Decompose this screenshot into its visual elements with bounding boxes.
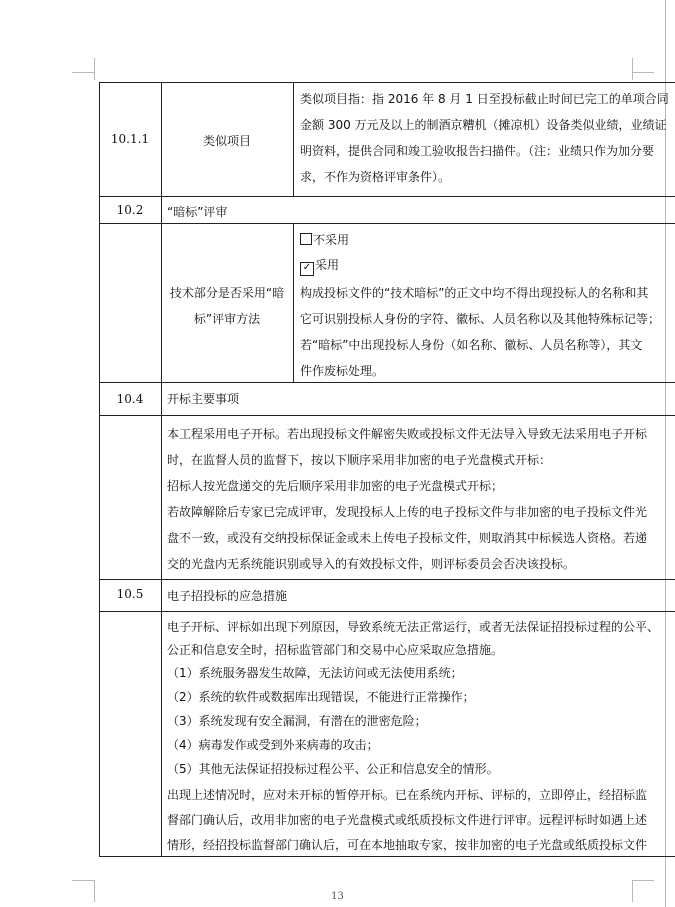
item-label: 技术部分是否采用“暗 bbox=[169, 286, 285, 300]
table-rule bbox=[99, 415, 675, 416]
paragraph-line: 情形，经招投标监督部门确认后，可在本地抽取专家，按非加密的电子光盘或纸质投标文件 bbox=[167, 838, 648, 852]
checkbox-icon[interactable] bbox=[300, 233, 312, 245]
paragraph-line: 本工程采用电子开标。若出现投标文件解密失败或投标文件无法导入导致无法采用电子开标 bbox=[167, 427, 648, 441]
paragraph-line: 求，不作为资格评审条件）。 bbox=[300, 170, 451, 184]
section-title: “暗标”评审 bbox=[167, 205, 228, 219]
list-item: （4）病毒发作或受到外来病毒的攻击； bbox=[167, 738, 379, 752]
table-rule bbox=[161, 82, 162, 857]
row-number: 10.5 bbox=[116, 587, 144, 601]
paragraph-line: 明资料，提供合同和竣工验收报告扫描件。（注：业绩只作为加分要 bbox=[300, 144, 655, 158]
option-adopt[interactable] bbox=[300, 258, 339, 276]
paragraph-line: 构成投标文件的“技术暗标”的正文中均不得出现投标人的名称和其 bbox=[300, 286, 649, 300]
option-label: 不采用 bbox=[313, 233, 350, 247]
paragraph-line: 若故障解除后专家已完成评审，发现投标人上传的电子投标文件与非加密的电子投标文件光 bbox=[167, 505, 648, 519]
section-title: 开标主要事项 bbox=[167, 392, 240, 406]
paragraph-line: 时，在监督人员的监督下，按以下顺序采用非加密的电子光盘模式开标： bbox=[167, 453, 552, 467]
paragraph-line: 它可识别投标人身份的字符、徽标、人员名称以及其他特殊标记等； bbox=[300, 312, 661, 326]
table-rule bbox=[99, 856, 675, 857]
option-label: 采用 bbox=[315, 258, 340, 272]
paragraph-line: 交的光盘内无系统能识别或导入的有效投标文件，则评标委员会否决该投标。 bbox=[167, 557, 576, 571]
paragraph-line: 督部门确认后，改用非加密的电子光盘模式或纸质投标文件进行评审。远程评标时如遇上述 bbox=[167, 813, 648, 827]
table-rule bbox=[99, 82, 100, 857]
row-number: 10.4 bbox=[116, 392, 144, 406]
table-rule bbox=[99, 579, 675, 580]
row-number: 10.2 bbox=[116, 203, 144, 217]
paragraph-line: 件作废标处理。 bbox=[300, 364, 385, 378]
crop-mark bbox=[94, 58, 95, 80]
crop-mark bbox=[632, 58, 633, 80]
list-item: （3）系统发现有安全漏洞，有潜在的泄密危险； bbox=[167, 714, 427, 728]
crop-mark bbox=[632, 72, 654, 73]
table-rule bbox=[99, 82, 675, 83]
paragraph-line: 若“暗标”中出现投标人身份（如名称、徽标、人员名称等），其文 bbox=[300, 338, 643, 352]
page-number: 13 bbox=[331, 891, 344, 902]
list-item: （1）系统服务器发生故障，无法访问或无法使用系统； bbox=[167, 666, 463, 680]
paragraph-line: 出现上述情况时，应对未开标的暂停开标。已在系统内开标、评标的，立即停止，经招标监 bbox=[167, 788, 648, 802]
item-label: 类似项目 bbox=[202, 134, 251, 148]
option-not-adopt[interactable] bbox=[300, 233, 349, 247]
paragraph-line: 类似项目指：指 2016 年 8 月 1 日至投标截止时间已完工的单项合同 bbox=[300, 92, 669, 106]
table-rule bbox=[99, 223, 675, 224]
table-rule bbox=[293, 223, 294, 383]
page-margin-line-right bbox=[665, 0, 666, 907]
section-title: 电子招投标的应急措施 bbox=[167, 589, 288, 603]
crop-mark bbox=[72, 880, 94, 881]
paragraph-line: 金额 300 万元及以上的制酒京糟机（摊凉机）设备类似业绩，业绩证 bbox=[300, 118, 667, 132]
table-rule bbox=[99, 611, 675, 612]
checked-checkbox-icon[interactable]: ✓ bbox=[300, 262, 314, 276]
list-item: （5）其他无法保证招投标过程公平、公正和信息安全的情形。 bbox=[167, 762, 499, 776]
crop-mark bbox=[72, 72, 94, 73]
table-rule bbox=[293, 82, 294, 197]
item-label: 标”评审方法 bbox=[193, 312, 261, 326]
table-rule bbox=[99, 382, 675, 383]
paragraph-line: 盘不一致，或没有交纳投标保证金或未上传电子投标文件，则取消其中标候选人资格。若递 bbox=[167, 531, 648, 545]
table-rule bbox=[99, 196, 675, 197]
paragraph-line: 电子开标、评标如出现下列原因，导致系统无法正常运行，或者无法保证招投标过程的公平、 bbox=[167, 620, 660, 634]
row-number: 10.1.1 bbox=[110, 132, 150, 146]
paragraph-line: 公正和信息安全时，招标监管部门和交易中心应采取应急措施。 bbox=[167, 643, 504, 657]
list-item: （2）系统的软件或数据库出现错误，不能进行正常操作； bbox=[167, 690, 475, 704]
crop-mark bbox=[632, 880, 654, 881]
paragraph-line: 招标人按光盘递交的先后顺序采用非加密的电子光盘模式开标； bbox=[167, 479, 504, 493]
